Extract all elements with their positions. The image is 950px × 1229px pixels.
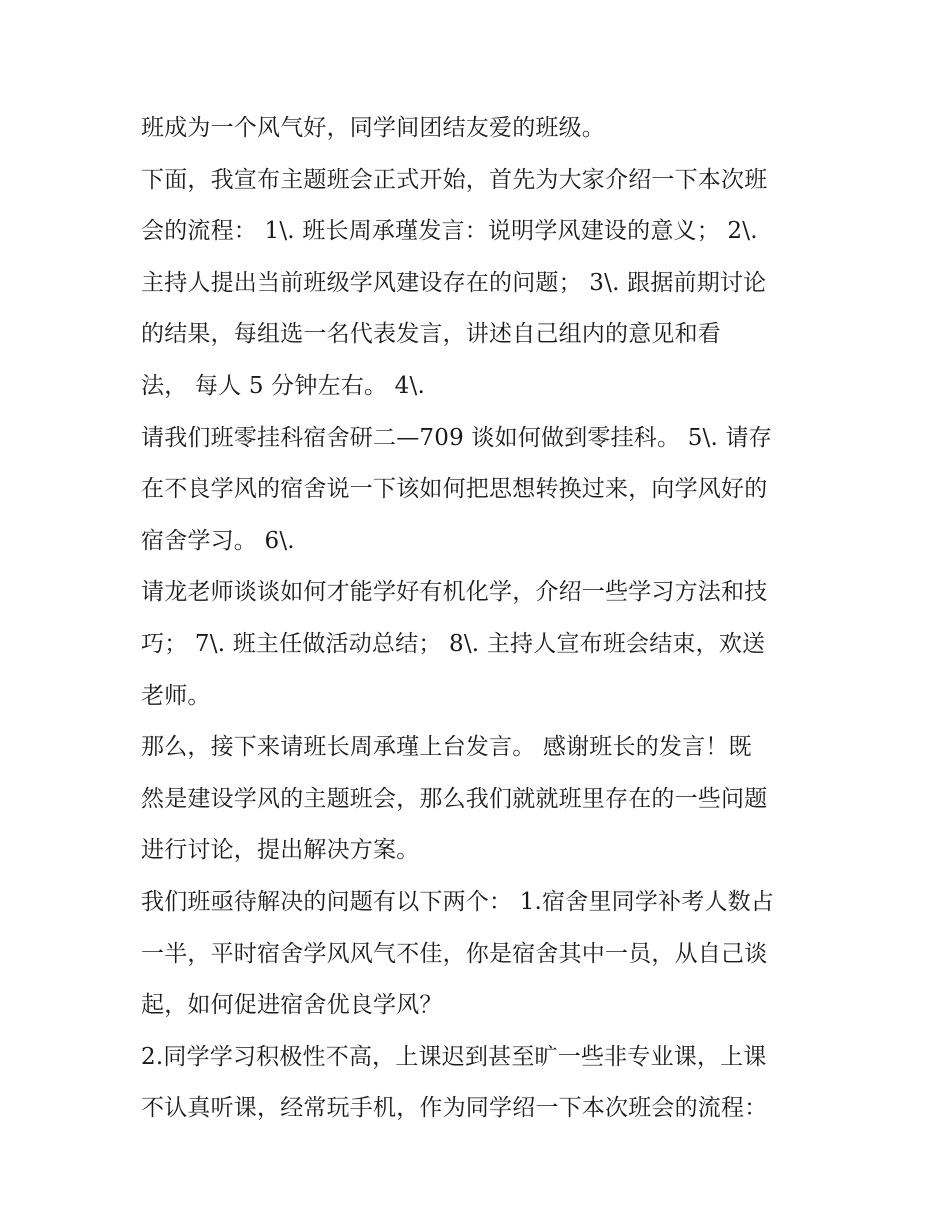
document-body [141, 103, 821, 1135]
text-line-13: 那么，接下来请班长周承瑾上台发言。 感谢班长的发言！既 [141, 734, 752, 761]
text-line-14: 然是建设学风的主题班会，那么我们就就班里存在的一些问题 [141, 785, 768, 812]
text-line-15: 进行讨论，提出解决方案。 [141, 837, 420, 864]
text-line-5: 的结果，每组选一名代表发言，讲述自己组内的意见和看 [141, 321, 721, 348]
text-line-12: 老师。 [141, 682, 211, 709]
text-line-10: 请龙老师谈谈如何才能学好有机化学，介绍一些学习方法和技 [141, 579, 768, 606]
text-line-3: 会的流程： 1\. 班长周承瑾发言：说明学风建设的意义； 2\. [141, 218, 758, 245]
text-line-7: 请我们班零挂科宿舍研二—709 谈如何做到零挂科。 5\. 请存 [141, 424, 772, 451]
text-line-17: 一半，平时宿舍学风风气不佳，你是宿舍其中一员，从自己谈 [141, 940, 768, 967]
text-line-11: 巧； 7\. 班主任做活动总结； 8\. 主持人宣布班会结束，欢送 [141, 630, 766, 657]
text-line-1: 班成为一个风气好，同学间团结友爱的班级。 [141, 115, 605, 141]
text-line-19: 2.同学学习积极性不高，上课迟到甚至旷一些非专业课，上课 [141, 1043, 767, 1070]
text-line-6: 法， 每人 5 分钟左右。 4\. [141, 372, 425, 399]
text-line-2: 下面，我宣布主题班会正式开始，首先为大家介绍一下本次班 [141, 166, 768, 193]
text-line-8: 在不良学风的宿舍说一下该如何把思想转换过来，向学风好的 [141, 476, 768, 503]
text-line-9: 宿舍学习。 6\. [141, 527, 295, 554]
text-line-20: 不认真听课，经常玩手机，作为同学绍一下本次班会的流程： [141, 1095, 768, 1122]
text-line-16: 我们班亟待解决的问题有以下两个： 1.宿舍里同学补考人数占 [141, 888, 775, 915]
text-line-4: 主持人提出当前班级学风建设存在的问题； 3\. 跟据前期讨论 [141, 269, 767, 296]
text-line-18: 起，如何促进宿舍优良学风？ [141, 992, 443, 1019]
